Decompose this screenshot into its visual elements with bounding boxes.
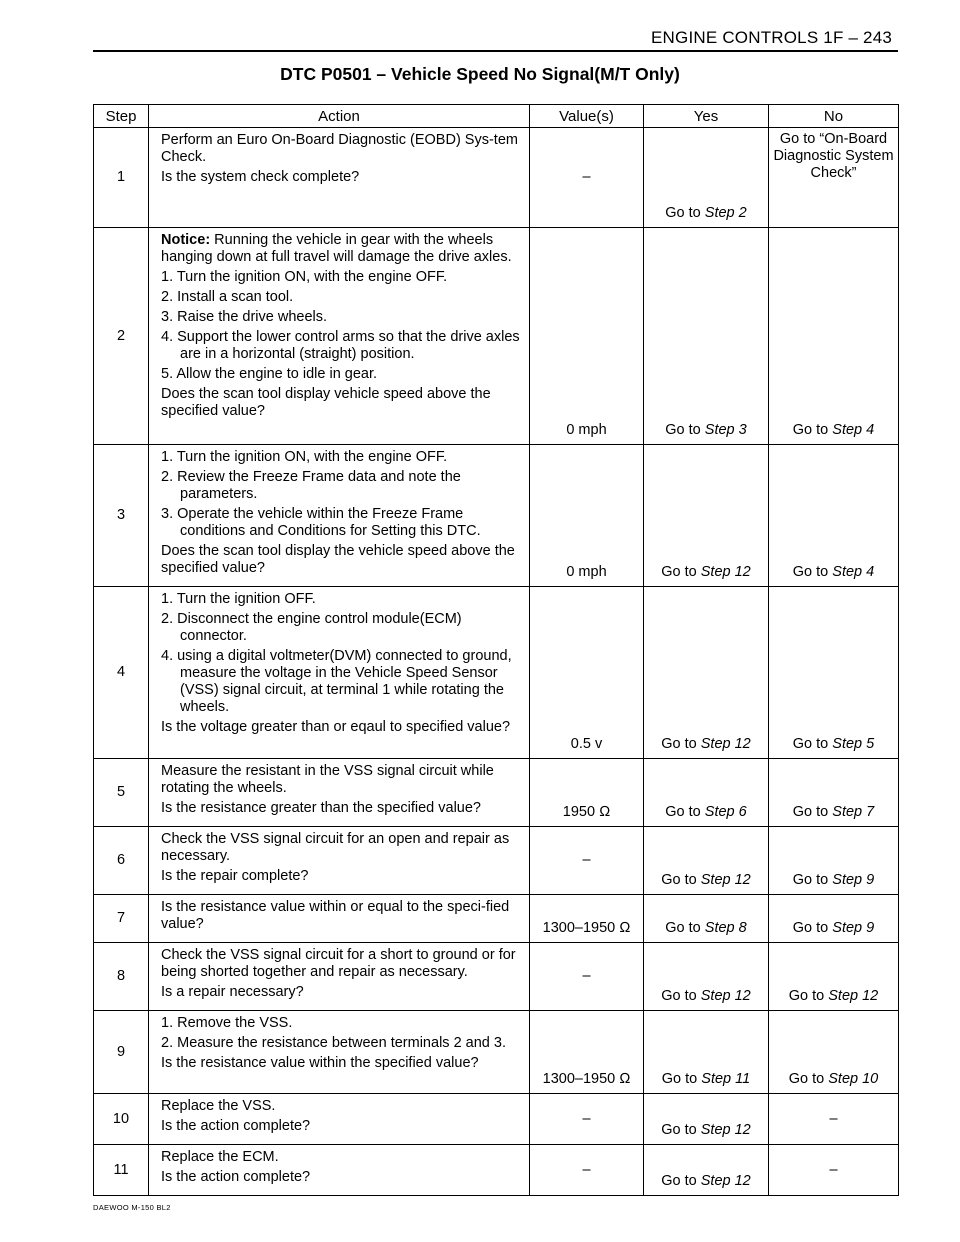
yes-step-link[interactable]: Step 12 (700, 872, 751, 888)
yes-step-link[interactable]: Step 12 (700, 736, 751, 752)
no-step-link[interactable]: Step 9 (832, 920, 875, 936)
value-cell: – (530, 128, 644, 228)
action-question: Is the action complete? (161, 1118, 311, 1134)
action-question: Does the scan tool display vehicle speed above the specified value? (161, 386, 491, 419)
table-row (94, 1011, 899, 1094)
yes-cell (644, 587, 769, 759)
action-item: 1. Turn the ignition ON, with the engine OFF. (161, 269, 448, 285)
action-item: 4. using a digital voltmeter(DVM) connected to ground, measure the voltage in the Vehicle Speed Sensor (VSS) signal circuit, at terminal 1 while rotating the wheels. (161, 648, 512, 715)
action-item: 2. Review the Freeze Frame data and note the parameters. (161, 469, 461, 502)
action-cell (149, 759, 530, 827)
column-header-action: Action (149, 105, 530, 128)
yes-prefix: Go to (661, 1173, 701, 1189)
value-cell: – (530, 1145, 644, 1196)
yes-prefix: Go to (661, 1071, 702, 1087)
no-step-link[interactable]: Step 9 (832, 872, 875, 888)
no-cell: – (769, 1145, 899, 1196)
action-item: 4. Support the lower control arms so that the drive axles are in a horizontal (straight) position. (161, 329, 520, 362)
table-row (94, 895, 899, 943)
value-cell: – (530, 827, 644, 895)
yes-prefix: Go to (665, 920, 705, 936)
column-header-step: Step (94, 105, 149, 128)
yes-cell (644, 895, 769, 943)
step-number: 2 (94, 228, 149, 445)
header-text: ENGINE CONTROLS 1F – 243 (651, 28, 892, 47)
action-text: Replace the ECM. (161, 1149, 279, 1165)
action-question: Is the action complete? (161, 1169, 311, 1185)
yes-step-link[interactable]: Step 11 (701, 1071, 751, 1087)
yes-prefix: Go to (661, 872, 701, 888)
yes-cell (644, 228, 769, 445)
notice-label: Notice: (161, 232, 211, 248)
step-number: 3 (94, 445, 149, 587)
yes-prefix: Go to (661, 736, 701, 752)
table-row (94, 228, 899, 445)
action-item: 2. Measure the resistance between terminals 2 and 3. (161, 1035, 506, 1051)
yes-prefix: Go to (665, 422, 705, 438)
step-number: 8 (94, 943, 149, 1011)
yes-cell (644, 445, 769, 587)
yes-cell (644, 759, 769, 827)
no-step-link[interactable]: Step 7 (832, 804, 875, 820)
action-item: 3. Raise the drive wheels. (161, 309, 328, 325)
yes-prefix: Go to (665, 804, 705, 820)
yes-cell (644, 1094, 769, 1145)
no-step-link[interactable]: Step 12 (828, 988, 879, 1004)
yes-step-link[interactable]: Step 12 (700, 1173, 751, 1189)
action-text: Perform an Euro On-Board Diagnostic (EOBD) Sys-tem Check. (161, 132, 518, 165)
action-item: 5. Allow the engine to idle in gear. (161, 366, 378, 382)
yes-prefix: Go to (661, 988, 701, 1004)
action-item: 2. Disconnect the engine control module(ECM) connector. (161, 611, 462, 644)
yes-cell (644, 1011, 769, 1094)
yes-step-link[interactable]: Step 3 (704, 422, 747, 438)
yes-cell (644, 128, 769, 228)
step-number: 1 (94, 128, 149, 228)
column-header-no: No (769, 105, 899, 128)
notice-text (161, 232, 523, 266)
yes-step-link[interactable]: Step 8 (704, 920, 747, 936)
action-item: 1. Turn the ignition ON, with the engine OFF. (161, 449, 448, 465)
table-row (94, 128, 899, 228)
step-number: 10 (94, 1094, 149, 1145)
no-prefix: Go to (792, 422, 833, 438)
action-question: Does the scan tool display the vehicle speed above the specified value? (161, 543, 515, 576)
action-cell (149, 445, 530, 587)
action-item: 1. Remove the VSS. (161, 1015, 293, 1031)
value-cell: – (530, 943, 644, 1011)
no-cell (769, 1011, 899, 1094)
step-number: 11 (94, 1145, 149, 1196)
notice-body: Running the vehicle in gear with the wheels hanging down at full travel will damage the drive axles. (161, 232, 512, 265)
no-cell (769, 895, 899, 943)
no-step-link[interactable]: Step 4 (832, 564, 875, 580)
action-question: Is the resistance greater than the specified value? (161, 800, 481, 816)
value-cell: – (530, 1094, 644, 1145)
no-cell (769, 445, 899, 587)
action-cell (149, 228, 530, 445)
yes-step-link[interactable]: Step 12 (700, 564, 751, 580)
table-row (94, 827, 899, 895)
action-item: 3. Operate the vehicle within the Freeze Frame conditions and Conditions for Setting this DTC. (161, 506, 481, 539)
table-row (94, 1094, 899, 1145)
action-cell (149, 1094, 530, 1145)
action-cell (149, 587, 530, 759)
page-footer: DAEWOO M-150 BL2 (93, 1203, 171, 1212)
yes-step-link[interactable]: Step 12 (700, 1122, 751, 1138)
value-cell: 1300–1950 Ω (530, 895, 644, 943)
step-number: 7 (94, 895, 149, 943)
no-cell (769, 827, 899, 895)
page-header (93, 22, 898, 52)
no-cell (769, 943, 899, 1011)
yes-prefix: Go to (665, 205, 705, 221)
table-row (94, 445, 899, 587)
yes-prefix: Go to (661, 564, 701, 580)
yes-step-link[interactable]: Step 12 (700, 988, 751, 1004)
page-title: DTC P0501 – Vehicle Speed No Signal(M/T Only) (280, 64, 680, 84)
table-header-row (94, 105, 899, 128)
no-cell (769, 228, 899, 445)
action-text: Measure the resistant in the VSS signal circuit while rotating the wheels. (161, 763, 494, 796)
action-cell (149, 128, 530, 228)
no-prefix: Go to (792, 564, 833, 580)
no-cell (769, 587, 899, 759)
yes-step-link[interactable]: Step 6 (704, 804, 747, 820)
no-prefix: Go to (792, 872, 833, 888)
step-number: 9 (94, 1011, 149, 1094)
action-cell (149, 1011, 530, 1094)
no-prefix: Go to (792, 804, 833, 820)
yes-step-link[interactable]: Step 2 (704, 205, 747, 221)
table-row (94, 587, 899, 759)
action-question: Is the repair complete? (161, 868, 309, 884)
no-prefix: Go to (788, 1071, 829, 1087)
action-question: Is the resistance value within or equal to the speci-fied value? (161, 899, 510, 932)
no-step-link[interactable]: Step 5 (832, 736, 875, 752)
step-number: 5 (94, 759, 149, 827)
yes-cell (644, 827, 769, 895)
yes-cell (644, 943, 769, 1011)
column-header-values: Value(s) (530, 105, 644, 128)
no-cell: – (769, 1094, 899, 1145)
action-text: Check the VSS signal circuit for an open and repair as necessary. (161, 831, 510, 864)
no-prefix: Go to (788, 988, 829, 1004)
diagnostic-table (93, 104, 899, 1196)
no-prefix: Go to (792, 736, 833, 752)
action-item: 2. Install a scan tool. (161, 289, 294, 305)
action-cell (149, 827, 530, 895)
value-cell: 0.5 v (530, 587, 644, 759)
action-question: Is the system check complete? (161, 169, 360, 185)
no-step-link[interactable]: Step 10 (828, 1071, 879, 1087)
action-text: Replace the VSS. (161, 1098, 276, 1114)
table-row (94, 943, 899, 1011)
no-cell[interactable]: Go to “On-Board Diagnostic System Check” (769, 128, 899, 228)
action-question: Is the resistance value within the specified value? (161, 1055, 479, 1071)
action-question: Is a repair necessary? (161, 984, 304, 1000)
step-number: 4 (94, 587, 149, 759)
column-header-yes: Yes (644, 105, 769, 128)
step-number: 6 (94, 827, 149, 895)
no-cell (769, 759, 899, 827)
action-item: 1. Turn the ignition OFF. (161, 591, 316, 607)
table-row (94, 1145, 899, 1196)
table-row (94, 759, 899, 827)
no-prefix: Go to (792, 920, 833, 936)
action-question: Is the voltage greater than or eqaul to specified value? (161, 719, 511, 735)
yes-cell (644, 1145, 769, 1196)
value-cell: 0 mph (530, 228, 644, 445)
value-cell: 1950 Ω (530, 759, 644, 827)
action-cell (149, 895, 530, 943)
action-cell (149, 1145, 530, 1196)
value-cell: 0 mph (530, 445, 644, 587)
no-step-link[interactable]: Step 4 (832, 422, 875, 438)
action-cell (149, 943, 530, 1011)
yes-prefix: Go to (661, 1122, 701, 1138)
action-text: Check the VSS signal circuit for a short to ground or for being shorted together and repair as necessary. (161, 947, 516, 980)
value-cell: 1300–1950 Ω (530, 1011, 644, 1094)
